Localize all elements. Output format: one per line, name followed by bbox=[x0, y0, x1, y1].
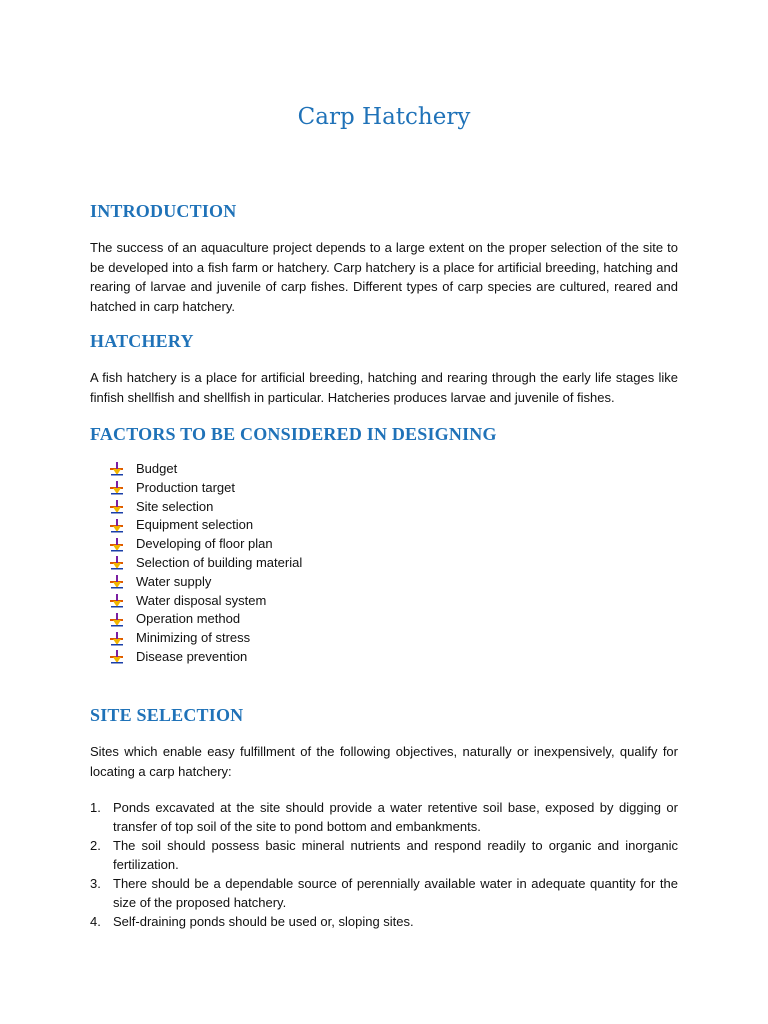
factor-item bbox=[110, 573, 302, 592]
arrow-bullet-icon bbox=[110, 613, 124, 627]
heading-site-selection: SITE SELECTION bbox=[90, 705, 244, 725]
item-number: 2. bbox=[90, 838, 101, 853]
item-number: 4. bbox=[90, 914, 101, 929]
factor-item-label: Minimizing of stress bbox=[136, 630, 251, 646]
factor-item-label: Water disposal system bbox=[136, 592, 267, 608]
factor-item bbox=[110, 516, 302, 535]
factor-item-label: Production target bbox=[136, 479, 236, 495]
item-number: 1. bbox=[90, 800, 101, 815]
item-number: 3. bbox=[90, 876, 101, 891]
arrow-bullet-icon bbox=[110, 632, 124, 646]
heading-introduction: INTRODUCTION bbox=[90, 201, 237, 221]
factor-item bbox=[110, 629, 302, 648]
arrow-bullet-icon bbox=[110, 575, 124, 589]
factor-item bbox=[110, 460, 302, 479]
arrow-bullet-icon bbox=[110, 556, 124, 570]
arrow-bullet-icon bbox=[110, 481, 124, 495]
factor-item bbox=[110, 479, 302, 498]
factor-item-label: Water supply bbox=[136, 573, 212, 589]
factor-item-label: Budget bbox=[136, 461, 178, 476]
arrow-bullet-icon bbox=[110, 519, 124, 533]
factor-item-label: Site selection bbox=[136, 498, 214, 514]
factor-item bbox=[110, 610, 302, 629]
factor-item-label: Developing of floor plan bbox=[136, 536, 273, 552]
factors-list bbox=[110, 460, 302, 667]
item-text: The soil should possess basic mineral nutrients and respond readily to organic and inorganic fertilization. bbox=[113, 838, 678, 872]
arrow-bullet-icon bbox=[110, 594, 124, 608]
factor-item bbox=[110, 498, 302, 517]
arrow-bullet-icon bbox=[110, 462, 124, 476]
introduction-text: The success of an aquaculture project depends to a large extent on the proper selection of the site to be developed into a fish farm or hatchery. Carp hatchery is a place for artificial breeding, hatching and rearing of larvae and juvenile of carp fishes. Different types of carp species are cultured, reared and hatched in carp hatchery. bbox=[90, 240, 678, 314]
site-selection-item bbox=[90, 874, 678, 912]
site-selection-list bbox=[90, 798, 678, 931]
factor-item-label: Selection of building material bbox=[136, 554, 303, 570]
document-title: Carp Hatchery bbox=[297, 104, 471, 130]
factor-item-label: Equipment selection bbox=[136, 517, 254, 533]
arrow-bullet-icon bbox=[110, 650, 124, 664]
heading-factors: FACTORS TO BE CONSIDERED IN DESIGNING bbox=[90, 424, 497, 444]
hatchery-text: A fish hatchery is a place for artificial breeding, hatching and rearing through the early life stages like finfish shellfish and shellfish in particular. Hatcheries produces larvae and juvenile of fishes. bbox=[90, 370, 678, 405]
item-text: Ponds excavated at the site should provide a water retentive soil base, exposed by digging or transfer of top soil of the site to pond bottom and embankments. bbox=[113, 800, 678, 834]
arrow-bullet-icon bbox=[110, 538, 124, 552]
factor-item-label: Disease prevention bbox=[136, 648, 248, 664]
site-selection-text: Sites which enable easy fulfillment of the following objectives, naturally or inexpensively, qualify for locating a carp hatchery: bbox=[90, 744, 678, 779]
factor-item bbox=[110, 535, 302, 554]
item-text: There should be a dependable source of perennially available water in adequate quantity for the size of the proposed hatchery. bbox=[113, 876, 678, 910]
heading-hatchery: HATCHERY bbox=[90, 331, 194, 351]
factor-item bbox=[110, 592, 302, 611]
arrow-bullet-icon bbox=[110, 500, 124, 514]
factor-item-label: Operation method bbox=[136, 611, 241, 627]
factor-item bbox=[110, 648, 302, 667]
factor-item bbox=[110, 554, 302, 573]
site-selection-item bbox=[90, 912, 678, 931]
site-selection-item bbox=[90, 836, 678, 874]
site-selection-item bbox=[90, 798, 678, 836]
item-text: Self-draining ponds should be used or, sloping sites. bbox=[113, 914, 414, 929]
